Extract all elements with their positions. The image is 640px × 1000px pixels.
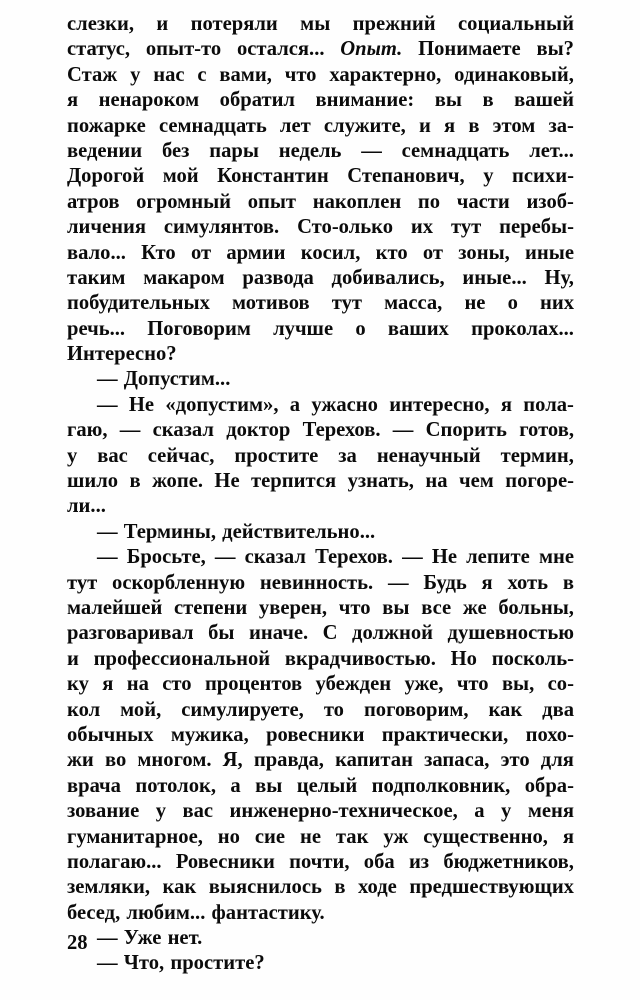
word: у bbox=[501, 800, 512, 823]
word: — bbox=[97, 393, 118, 416]
word: Допустим... bbox=[123, 368, 231, 391]
word: невинность. bbox=[259, 571, 374, 594]
word: душевностью bbox=[447, 622, 574, 645]
word: мы bbox=[300, 13, 331, 35]
word: макаром bbox=[143, 266, 225, 289]
word: на bbox=[425, 470, 448, 493]
text-line bbox=[67, 139, 574, 164]
word: в bbox=[468, 114, 480, 137]
word: вы, bbox=[501, 673, 535, 696]
text-line bbox=[67, 444, 574, 469]
word: в bbox=[482, 89, 494, 112]
word: потеряли bbox=[190, 13, 278, 35]
word: гаю, bbox=[67, 419, 108, 442]
word: развода bbox=[242, 266, 314, 289]
word: недель bbox=[278, 139, 342, 162]
word: вы? bbox=[536, 38, 574, 61]
word: сто bbox=[162, 673, 192, 696]
text-line bbox=[67, 266, 574, 291]
word: вы bbox=[434, 89, 462, 112]
word: — bbox=[387, 571, 409, 594]
word: я bbox=[67, 89, 79, 112]
page-text-body bbox=[67, 12, 574, 977]
word: нас bbox=[153, 63, 185, 86]
text-line bbox=[67, 748, 574, 773]
word: то bbox=[323, 698, 344, 721]
word: выяснилось bbox=[208, 876, 322, 899]
word: и bbox=[156, 13, 169, 35]
word: мой bbox=[162, 165, 199, 188]
word: без bbox=[161, 139, 190, 162]
word: ку bbox=[67, 673, 89, 696]
word: не bbox=[464, 292, 486, 315]
word: — bbox=[392, 419, 414, 442]
word: накоплен bbox=[312, 190, 402, 213]
word: Я, bbox=[222, 749, 243, 772]
word: тут bbox=[67, 571, 98, 594]
word: внимание: bbox=[315, 89, 415, 112]
word: кто bbox=[375, 241, 408, 264]
word: Что, bbox=[123, 952, 165, 975]
word: симулируете, bbox=[181, 698, 304, 721]
word: добивались, bbox=[331, 266, 445, 289]
word: действительно... bbox=[222, 520, 376, 543]
word: разговаривал bbox=[67, 622, 194, 645]
text-line bbox=[67, 317, 574, 342]
word: их bbox=[410, 216, 434, 239]
word: — bbox=[119, 419, 141, 442]
word: вами, bbox=[219, 63, 272, 86]
word: что bbox=[284, 63, 317, 86]
word: пола- bbox=[523, 393, 574, 416]
text-line bbox=[67, 647, 574, 672]
word: Терехов. bbox=[315, 546, 393, 569]
word: лучше bbox=[273, 317, 334, 340]
word: за bbox=[338, 444, 357, 467]
word: ли... bbox=[67, 495, 106, 518]
word: остался... bbox=[236, 38, 325, 61]
text-line bbox=[67, 367, 574, 392]
word: как bbox=[488, 698, 523, 721]
word: хоть bbox=[507, 571, 549, 594]
text-line bbox=[67, 850, 574, 875]
word: от bbox=[422, 241, 444, 264]
text-line bbox=[67, 418, 574, 443]
word: косил, bbox=[300, 241, 361, 264]
word: я bbox=[500, 393, 512, 416]
word: почти, bbox=[289, 850, 350, 873]
word: проколах... bbox=[471, 317, 574, 340]
text-line bbox=[67, 494, 574, 519]
word: уж bbox=[383, 825, 409, 848]
word: у bbox=[155, 800, 167, 823]
word: практически, bbox=[381, 723, 509, 746]
word: я bbox=[562, 825, 574, 848]
word: зование bbox=[67, 800, 140, 823]
word: Бросьте, bbox=[126, 546, 206, 569]
text-line bbox=[67, 901, 574, 926]
word: простите? bbox=[170, 952, 265, 975]
word: процентов bbox=[204, 673, 303, 696]
word: так bbox=[335, 825, 369, 848]
text-line bbox=[67, 875, 574, 900]
word: шило bbox=[67, 470, 119, 493]
word: правда, bbox=[253, 749, 324, 772]
word: перебы- bbox=[499, 216, 574, 239]
word: обра- bbox=[524, 774, 574, 797]
word: уже, bbox=[404, 673, 444, 696]
word: сказал bbox=[244, 546, 306, 569]
word: — bbox=[214, 546, 236, 569]
word: семнадцать bbox=[401, 139, 510, 162]
word: интересно, bbox=[389, 393, 490, 416]
word: врача bbox=[67, 774, 121, 797]
text-line bbox=[67, 698, 574, 723]
word: бюджетников, bbox=[443, 850, 574, 873]
text-line bbox=[67, 672, 574, 697]
word: из bbox=[408, 850, 430, 873]
word: слезки, bbox=[67, 13, 134, 35]
word: потолок, bbox=[135, 774, 217, 797]
word: земляки, bbox=[67, 876, 151, 899]
word: служите, bbox=[323, 114, 406, 137]
word: целый bbox=[296, 774, 358, 797]
word: же bbox=[462, 596, 487, 619]
word: «допустим», bbox=[165, 393, 279, 416]
word: чем bbox=[458, 470, 494, 493]
word: мужика, bbox=[170, 723, 249, 746]
word: — bbox=[361, 139, 382, 162]
word: термин, bbox=[500, 444, 574, 467]
word: Константин bbox=[217, 165, 329, 188]
word: пожарке bbox=[67, 114, 146, 137]
word: запаса, bbox=[424, 749, 490, 772]
word: сказал bbox=[152, 419, 214, 442]
word: что bbox=[338, 596, 371, 619]
word: Кто bbox=[141, 241, 176, 264]
text-line bbox=[67, 215, 574, 240]
word: Терехов. bbox=[302, 419, 381, 442]
text-line bbox=[67, 469, 574, 494]
word: личения bbox=[67, 216, 147, 239]
word: терпится bbox=[251, 470, 337, 493]
word: ваших bbox=[387, 317, 449, 340]
word: у bbox=[67, 444, 78, 467]
word: тут bbox=[450, 216, 482, 239]
word: обратил bbox=[219, 89, 295, 112]
word: сейчас, bbox=[147, 444, 215, 467]
word: атров bbox=[67, 190, 120, 213]
word: капитан bbox=[335, 749, 413, 772]
word: ходе bbox=[358, 876, 397, 899]
word: Уже bbox=[123, 927, 162, 950]
text-line bbox=[67, 545, 574, 570]
word: опыт bbox=[247, 190, 297, 213]
word: я bbox=[444, 114, 456, 137]
word: сие bbox=[254, 825, 286, 848]
word: Ну, bbox=[544, 266, 574, 289]
word: а bbox=[230, 774, 241, 797]
word: — bbox=[97, 546, 118, 569]
text-line bbox=[67, 12, 574, 37]
word: многом. bbox=[137, 749, 212, 772]
word: Не bbox=[214, 470, 240, 493]
word: пары bbox=[209, 139, 259, 162]
word: у bbox=[483, 165, 494, 188]
word: Степанович, bbox=[347, 165, 465, 188]
word: подполковник, bbox=[371, 774, 511, 797]
word: а bbox=[289, 393, 301, 416]
word: должной bbox=[352, 622, 434, 645]
word: для bbox=[540, 749, 574, 772]
word: что bbox=[456, 673, 489, 696]
word: Спорить bbox=[425, 419, 507, 442]
text-line bbox=[67, 571, 574, 596]
text-line bbox=[67, 621, 574, 646]
word: простите bbox=[234, 444, 319, 467]
word: лепите bbox=[466, 546, 530, 569]
text-line bbox=[67, 596, 574, 621]
word: от bbox=[190, 241, 212, 264]
word: ужасно bbox=[311, 393, 378, 416]
word: фантастику. bbox=[211, 901, 325, 924]
word: со- bbox=[547, 673, 574, 696]
text-line bbox=[67, 37, 574, 62]
word: это bbox=[500, 749, 530, 772]
word: — bbox=[402, 546, 423, 569]
word: как bbox=[162, 876, 197, 899]
word: иные... bbox=[462, 266, 527, 289]
word: мотивов bbox=[232, 292, 310, 315]
word: вас bbox=[97, 444, 128, 467]
word: — bbox=[97, 952, 118, 975]
word: поговорим, bbox=[363, 698, 469, 721]
word: узнать, bbox=[347, 470, 414, 493]
word: лет bbox=[279, 114, 311, 137]
word: на bbox=[126, 673, 149, 696]
word: побудительных bbox=[67, 292, 210, 315]
word: Не bbox=[431, 546, 457, 569]
page-number: 28 bbox=[67, 932, 88, 954]
word: изоб- bbox=[526, 190, 574, 213]
word: таким bbox=[67, 266, 126, 289]
word: социальный bbox=[458, 13, 574, 35]
word: я bbox=[102, 673, 114, 696]
word: в bbox=[562, 571, 574, 594]
word: Не bbox=[128, 393, 155, 416]
word: нет. bbox=[167, 927, 203, 950]
word: Ровесники bbox=[175, 850, 275, 873]
word: профессиональной bbox=[93, 647, 271, 670]
word: инженерно-техническое, bbox=[229, 800, 458, 823]
word: жи bbox=[67, 749, 94, 772]
word: семнадцать bbox=[158, 114, 267, 137]
word: о bbox=[355, 317, 366, 340]
word: больны, bbox=[498, 596, 574, 619]
word: я bbox=[481, 571, 493, 594]
word: малейшей bbox=[67, 596, 163, 619]
word: вы bbox=[382, 596, 410, 619]
text-line bbox=[67, 241, 574, 266]
word: а bbox=[474, 800, 485, 823]
word: — bbox=[97, 927, 118, 950]
word: жопе. bbox=[152, 470, 203, 493]
word: гуманитарное, bbox=[67, 825, 203, 848]
word: готов, bbox=[519, 419, 574, 442]
word: — bbox=[97, 520, 118, 543]
word: о bbox=[507, 292, 518, 315]
word: прежний bbox=[352, 13, 436, 35]
text-line bbox=[67, 520, 574, 545]
word: Но bbox=[450, 647, 477, 670]
word: в bbox=[129, 470, 141, 493]
word: по bbox=[417, 190, 441, 213]
word: мой, bbox=[120, 698, 162, 721]
word: Понимаете bbox=[418, 38, 521, 61]
text-line bbox=[67, 164, 574, 189]
word: вас bbox=[182, 800, 214, 823]
text-line bbox=[67, 951, 574, 976]
word: Поговорим bbox=[147, 317, 251, 340]
word: иначе. bbox=[249, 622, 309, 645]
word: обычных bbox=[67, 723, 154, 746]
word: лет... bbox=[529, 139, 574, 162]
word: уверен, bbox=[258, 596, 328, 619]
word: и bbox=[67, 647, 79, 670]
text-line bbox=[67, 723, 574, 748]
word: вкрадчивостью. bbox=[284, 647, 436, 670]
word: речь... bbox=[67, 317, 126, 340]
word: но bbox=[217, 825, 240, 848]
word: оба bbox=[363, 850, 395, 873]
word: вашей bbox=[514, 89, 574, 112]
word: Сто-олько bbox=[297, 216, 394, 239]
word: предшествующих bbox=[409, 876, 574, 899]
word: в bbox=[334, 876, 346, 899]
word: меня bbox=[527, 800, 574, 823]
word: Опыт. bbox=[340, 38, 403, 61]
word: них bbox=[539, 292, 574, 315]
word: Термины, bbox=[123, 520, 216, 543]
word: Интересно? bbox=[67, 343, 177, 366]
text-line bbox=[67, 342, 574, 367]
word: статус, bbox=[67, 38, 131, 61]
word: — bbox=[97, 368, 118, 391]
word: посколь- bbox=[491, 647, 574, 670]
text-line bbox=[67, 190, 574, 215]
word: опыт-то bbox=[145, 38, 222, 61]
word: похо- bbox=[525, 723, 574, 746]
text-line bbox=[67, 114, 574, 139]
word: ненароком bbox=[98, 89, 200, 112]
word: психи- bbox=[512, 165, 574, 188]
word: зоны, bbox=[458, 241, 510, 264]
text-line bbox=[67, 799, 574, 824]
word: оскорбленную bbox=[112, 571, 246, 594]
word: вало... bbox=[67, 241, 126, 264]
word: иные bbox=[525, 241, 574, 264]
word: Будь bbox=[423, 571, 467, 594]
word: Стаж bbox=[67, 63, 118, 86]
word: тут bbox=[331, 292, 363, 315]
word: любим... bbox=[126, 901, 206, 924]
text-line bbox=[67, 774, 574, 799]
word: армии bbox=[226, 241, 286, 264]
word: два bbox=[542, 698, 574, 721]
word: во bbox=[104, 749, 127, 772]
word: огромный bbox=[136, 190, 232, 213]
word: у bbox=[130, 63, 141, 86]
text-line bbox=[67, 825, 574, 850]
word: с bbox=[197, 63, 207, 86]
word: и bbox=[418, 114, 431, 137]
text-line bbox=[67, 291, 574, 316]
word: кол bbox=[67, 698, 101, 721]
text-line bbox=[67, 63, 574, 88]
word: полагаю... bbox=[67, 850, 162, 873]
word: погоре- bbox=[505, 470, 574, 493]
word: за- bbox=[548, 114, 574, 137]
word: С bbox=[322, 622, 338, 645]
word: мне bbox=[538, 546, 574, 569]
word: одинаковый, bbox=[454, 63, 574, 86]
word: характерно, bbox=[329, 63, 442, 86]
word: не bbox=[299, 825, 321, 848]
text-line bbox=[67, 926, 574, 951]
word: этом bbox=[492, 114, 536, 137]
word: бесед, bbox=[67, 901, 121, 924]
word: степени bbox=[174, 596, 248, 619]
word: ровесники bbox=[266, 723, 365, 746]
word: все bbox=[421, 596, 452, 619]
text-line bbox=[67, 393, 574, 418]
word: ведении bbox=[67, 139, 143, 162]
word: ненаучный bbox=[376, 444, 481, 467]
word: вы bbox=[255, 774, 283, 797]
word: доктор bbox=[226, 419, 291, 442]
text-line bbox=[67, 88, 574, 113]
word: масса, bbox=[384, 292, 443, 315]
word: Дорогой bbox=[67, 165, 145, 188]
word: бы bbox=[208, 622, 235, 645]
word: убежден bbox=[315, 673, 392, 696]
word: существенно, bbox=[423, 825, 548, 848]
word: части bbox=[456, 190, 510, 213]
word: симулянтов. bbox=[163, 216, 280, 239]
